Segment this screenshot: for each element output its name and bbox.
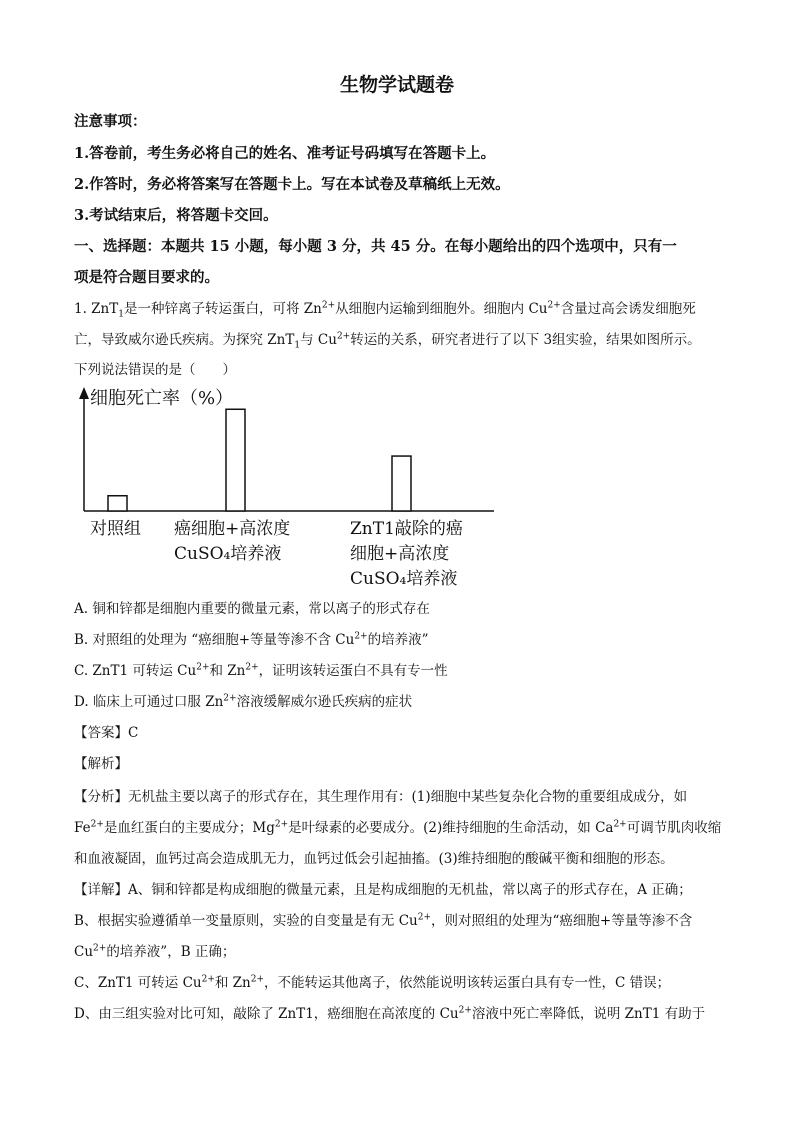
category-label-3-line-1: ZnT1敲除的癌 [350,519,463,539]
detail-c: C、ZnT1 可转运 $Cu^{2+}$和 $Zn^{2+}$，不能转运其他离子，依然能说明该转运蛋白具有专一性，C 错误； [74,974,671,991]
bar-2 [226,409,245,511]
y-axis-arrow [79,387,89,399]
y-axis-label: 细胞死亡率（%） [90,388,234,409]
category-label-1-line-1: 对照组 [90,519,141,539]
category-label-2-line-2: CuSO₄培养液 [174,544,282,564]
option-b: B. 对照组的处理为 “癌细胞+等量等渗不含 $Cu^{2+}$的培养液” [74,631,429,648]
detail-b-line-1: B、根据实验遵循单一变量原则，实验的自变量是有无 $Cu^{2+}$，则对照组的处理为“癌细胞+等量等渗不含 [74,912,693,929]
category-label-3-line-3: CuSO₄培养液 [350,569,458,589]
question-stem-line-3: 下列说法错误的是（ ） [74,362,236,378]
notice-item-3: 3.考试结束后，将答题卡交回。 [74,207,278,224]
answer: 【答案】C [74,725,139,741]
notice-item-1: 1.答卷前，考生务必将自己的姓名、准考证号码填写在答题卡上。 [74,145,496,162]
page-title: 生物学试题卷 [339,74,454,96]
analysis-line-3: 和血液凝固，血钙过高会造成肌无力，血钙过低会引起抽搐。(3)维持细胞的酸碱平衡和细胞的形态。 [74,851,674,867]
section-heading-line-2: 项是符合题目要求的。 [74,269,219,286]
section-heading-line-1: 一、选择题：本题共 15 小题，每小题 3 分，共 45 分。在每小题给出的四个选项中，只有一 [74,238,677,255]
analysis-line-2: $Fe^{2+}$是血红蛋白的主要成分；$Mg^{2+}$是叶绿素的必要成分。(2)维持细胞的生命活动，如 $Ca^{2+}$可调节肌肉收缩 [74,819,722,836]
question-stem-line-2: 亡，导致威尔逊氏疾病。为探究 ZnT$_1$与 $Cu^{2+}$转运的关系，研究者进行了以下 3组实验，结果如图所示。 [74,331,701,351]
option-d: D. 临床上可通过口服 $Zn^{2+}$溶液缓解威尔逊氏疾病的症状 [74,693,413,710]
notice-item-2: 2.作答时，务必将答案写在答题卡上。写在本试卷及草稿纸上无效。 [74,176,510,193]
category-label-3-line-2: 细胞+高浓度 [350,544,450,564]
detail-d: D、由三组实验对比可知，敲除了 ZnT1，癌细胞在高浓度的 $Cu^{2+}$溶液中死亡率降低，说明 ZnT1 有助于 [74,1005,706,1022]
notice-heading: 注意事项： [74,113,147,130]
question-stem-line-1: 1. ZnT$_1$是一种锌离子转运蛋白，可将 $Zn^{2+}$从细胞内运输到细胞外。细胞内 $Cu^{2+}$含量过高会诱发细胞死 [74,300,696,320]
detail-b-line-2: $Cu^{2+}$的培养液”，B 正确； [74,943,236,960]
analysis-label: 【解析】 [74,756,128,772]
detail-a: 【详解】A、铜和锌都是构成细胞的微量元素，且是构成细胞的无机盐，常以离子的形式存在，A 正确； [74,882,692,898]
option-c: C. ZnT1 可转运 $Cu^{2+}$和 $Zn^{2+}$，证明该转运蛋白不具有专一性 [74,662,448,679]
category-label-2-line-1: 癌细胞+高浓度 [174,519,291,539]
bar-3 [392,456,411,511]
bar-1 [108,496,127,511]
option-a: A. 铜和锌都是细胞内重要的微量元素，常以离子的形式存在 [74,601,430,617]
bar-chart [74,382,494,592]
analysis-line-1: 【分析】无机盐主要以离子的形式存在，其生理作用有：(1)细胞中某些复杂化合物的重要组成成分，如 [74,789,688,805]
